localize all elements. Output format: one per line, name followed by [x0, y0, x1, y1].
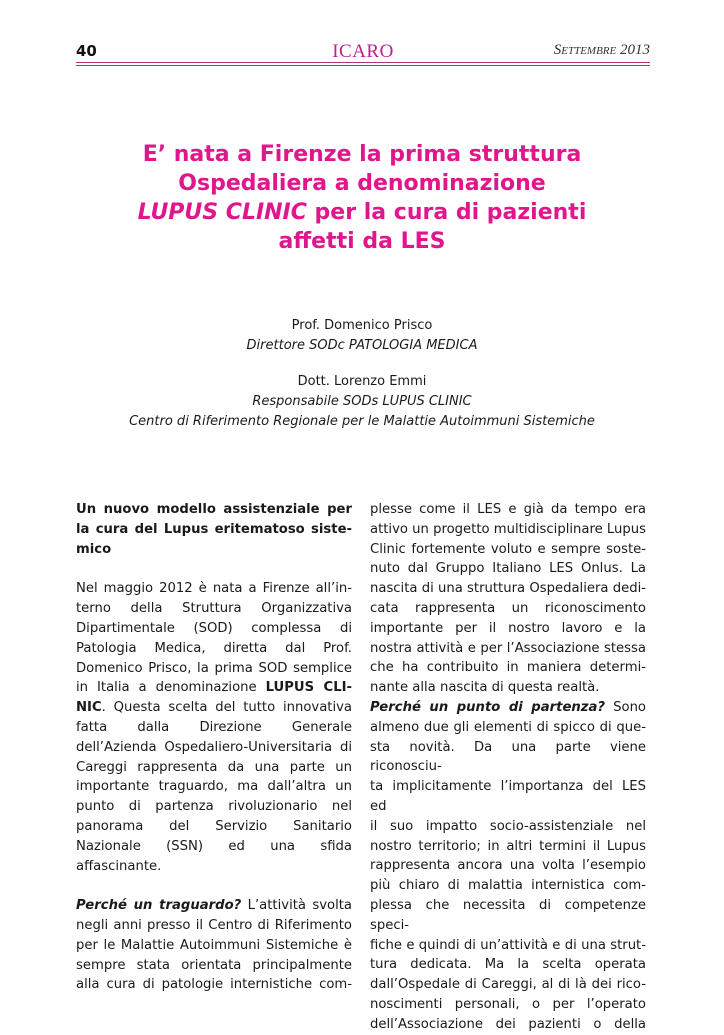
- text-line: rappresenta ancora una volta l’esempio: [370, 858, 646, 874]
- text-line: fiche e quindi di un’attività e di una strut-: [370, 937, 646, 953]
- text-line: dall’Ospedale di Careggi, al di là dei rico-: [370, 977, 646, 993]
- paragraph-continued: [370, 500, 646, 698]
- text-line: nante alla nascita di questa realtà.: [370, 680, 600, 696]
- text-line: cata rappresenta un riconoscimento: [370, 600, 646, 616]
- text-line: [76, 698, 352, 718]
- author-affiliation: Centro di Riferimento Regionale per le Malattie Autoimmuni Sistemiche: [129, 414, 595, 429]
- text-line: nuto dal Gruppo Italiano LES Onlus. La: [370, 561, 646, 577]
- text-line: [370, 698, 646, 718]
- text-line: sempre stata orientata principalmente: [76, 957, 352, 973]
- header-rule-bottom: [76, 65, 650, 66]
- text-line: terno della Struttura Organizzativa: [76, 601, 352, 617]
- section-heading: [76, 500, 352, 559]
- lupus-clinic-bold-end: NIC: [76, 700, 102, 716]
- heading-line: la cura del Lupus eritematoso siste-: [76, 521, 352, 537]
- text-segment: Sono: [605, 699, 647, 715]
- running-header: [76, 42, 650, 66]
- text-line: noscimenti personali, o per l’operato: [370, 996, 646, 1012]
- text-segment: in Italia a denominazione: [76, 680, 266, 696]
- heading-line: mico: [76, 541, 112, 557]
- title-lupus-clinic: LUPUS CLINIC: [137, 200, 307, 225]
- author-block-2: [100, 372, 624, 432]
- text-line: Dipartimentale (SOD) complessa di: [76, 620, 352, 636]
- issue-date: Settembre 2013: [553, 42, 650, 58]
- title-line-3-rest: per la cura di pazienti: [306, 200, 587, 225]
- text-segment: . Questa scelta del tutto innovativa: [101, 700, 352, 716]
- text-line: Clinic fortemente voluto e sempre soste-: [370, 541, 646, 557]
- text-segment: L’attività svolta: [241, 898, 352, 914]
- text-line: ta implicitamente l’importanza del LES ed: [370, 779, 646, 814]
- title-line-1: E’ nata a Firenze la prima struttura: [142, 142, 582, 167]
- text-line: nascita di una struttura Ospedaliera dedi-: [370, 581, 646, 597]
- left-column: [76, 500, 352, 995]
- text-line: sta novità. Da una parte viene riconosciu-: [370, 739, 646, 775]
- text-line: dell’Azienda Ospedaliero-Universitaria di: [76, 739, 352, 755]
- lupus-clinic-bold: LUPUS CLI-: [265, 680, 352, 696]
- text-line: [76, 678, 352, 698]
- text-line: per le Malattie Autoimmuni Sistemiche è: [76, 937, 352, 953]
- lead-question: Perché un punto di partenza?: [370, 699, 606, 715]
- text-line: fatta dalla Direzione Generale: [76, 719, 352, 735]
- text-line: almeno due gli elementi di spicco di que-: [370, 719, 646, 735]
- lead-question: Perché un traguardo?: [76, 898, 242, 914]
- paragraph-traguardo: [76, 896, 352, 995]
- title-line-2: Ospedaliera a denominazione: [178, 171, 546, 196]
- text-line: nostro territorio; in altri termini il Lupus: [370, 838, 646, 854]
- text-line: negli anni presso il Centro di Riferimento: [76, 917, 352, 933]
- text-line: nostra attività e per l’Associazione stessa: [370, 640, 646, 656]
- text-line: importante per il nostro lavoro e la: [370, 620, 646, 636]
- text-line: Nel maggio 2012 è nata a Firenze all’in-: [76, 581, 352, 597]
- text-line: che ha contribuito in maniera determi-: [370, 660, 646, 676]
- text-line: Domenico Prisco, la prima SOD semplice: [76, 660, 352, 676]
- author-name: Dott. Lorenzo Emmi: [297, 374, 427, 389]
- heading-line: Un nuovo modello assistenziale per: [76, 502, 352, 517]
- text-line: plessa che necessita di competenze speci-: [370, 897, 646, 933]
- text-line: il suo impatto socio-assistenziale nel: [370, 818, 646, 834]
- paragraph-partenza: [370, 698, 646, 1035]
- text-line: Nazionale (SSN) ed una sfida affascinante.: [76, 838, 352, 874]
- text-line: [76, 896, 352, 916]
- text-line: alla cura di patologie internistiche com-: [76, 977, 352, 993]
- text-line: importante traguardo, ma dall’altra un: [76, 779, 352, 795]
- text-line: attivo un progetto multidisciplinare Lupus: [370, 521, 646, 537]
- author-name: Prof. Domenico Prisco: [291, 318, 433, 333]
- author-block-1: [100, 316, 624, 356]
- paragraph-gap: [76, 876, 352, 896]
- text-line: panorama del Servizio Sanitario: [76, 818, 352, 834]
- text-line: punto di partenza rivoluzionario nel: [76, 799, 352, 815]
- journal-name: ICARO: [332, 41, 394, 62]
- author-role: Direttore SODc PATOLOGIA MEDICA: [246, 338, 478, 353]
- text-line: più chiaro di malattia internistica com-: [370, 878, 646, 894]
- page-number: 40: [76, 42, 97, 60]
- header-rule-top: [76, 62, 650, 63]
- title-line-4: affetti da LES: [278, 229, 446, 254]
- right-column: [370, 500, 646, 1035]
- paragraph-intro: [76, 579, 352, 876]
- text-line: tura dedicata. Ma la scelta operata: [370, 957, 646, 973]
- title-line-3: [100, 198, 624, 227]
- article-title: [100, 140, 624, 256]
- text-line: plesse come il LES e già da tempo era: [370, 502, 646, 517]
- text-line: Careggi rappresenta da una parte un: [76, 759, 352, 775]
- author-role: Responsabile SODs LUPUS CLINIC: [252, 394, 472, 409]
- text-line: dell’Associazione dei pazienti o della: [370, 1016, 646, 1032]
- text-line: Patologia Medica, diretta dal Prof.: [76, 640, 352, 656]
